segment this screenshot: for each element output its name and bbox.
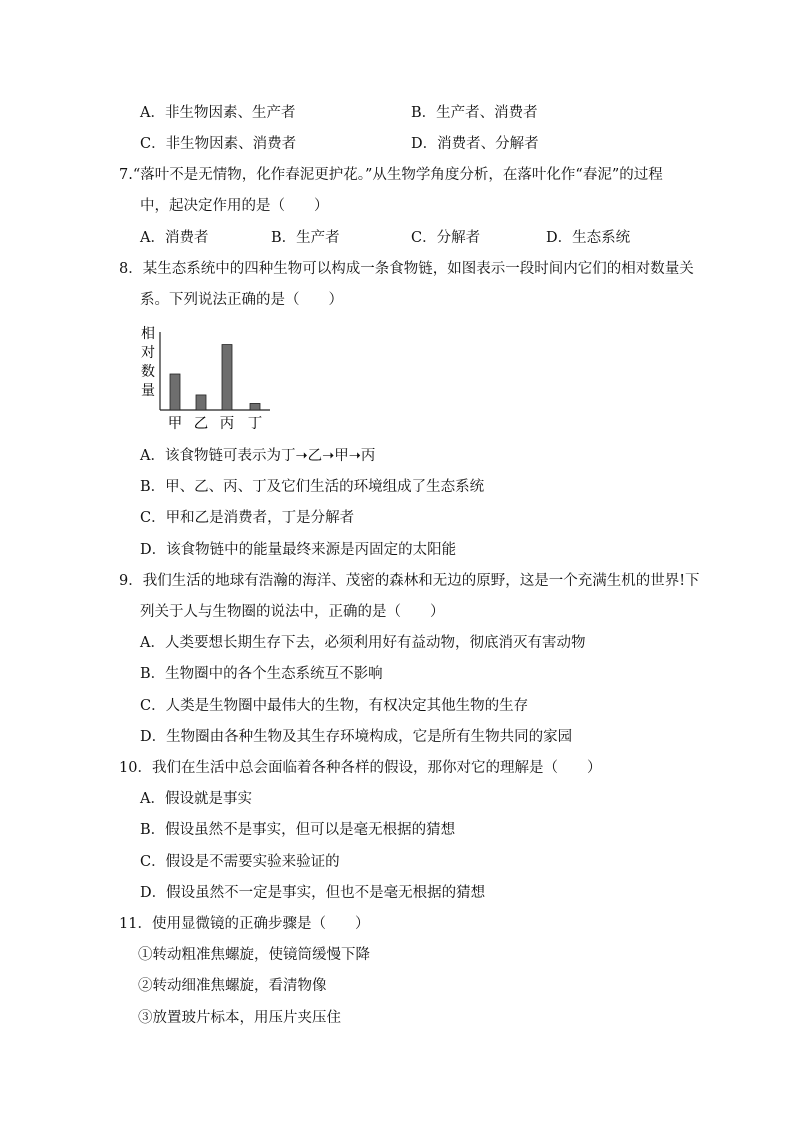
bar-丙 [222, 345, 232, 410]
bar-乙 [196, 395, 206, 410]
q8-stem-line1: 8．某生态系统中的四种生物可以构成一条食物链，如图表示一段时间内它们的相对数量关 [119, 261, 694, 277]
x-tick-label: 甲 [167, 416, 183, 432]
y-label-char: 数 [141, 364, 155, 380]
q6-option-a: A．非生物因素、生产者 [140, 105, 296, 121]
q11-step-1: ①转动粗准焦螺旋，使镜筒缓慢下降 [138, 947, 370, 963]
y-label-char: 相 [141, 326, 155, 342]
chart-svg [140, 322, 280, 434]
x-tick-label: 丁 [247, 416, 263, 432]
q7-option-a: A．消费者 [140, 230, 209, 246]
q10-option-d: D．假设虽然不一定是事实，但也不是毫无根据的猜想 [140, 885, 486, 901]
q6-option-b: B．生产者、消费者 [411, 105, 538, 121]
q7-stem-line1: 7.“落叶不是无情物，化作春泥更护花。”从生物学角度分析，在落叶化作“春泥”的过程 [119, 167, 663, 183]
q8-option-d: D．该食物链中的能量最终来源是丙固定的太阳能 [140, 542, 457, 558]
x-tick-label: 乙 [193, 416, 209, 432]
q7-option-c: C．分解者 [411, 230, 481, 246]
y-axis-label [141, 325, 155, 399]
y-label-char: 量 [141, 383, 155, 399]
q7-option-b: B．生产者 [271, 230, 340, 246]
q9-option-a: A．人类要想长期生存下去，必须利用好有益动物，彻底消灭有害动物 [140, 635, 586, 651]
q8-option-b: B．甲、乙、丙、丁及它们生活的环境组成了生态系统 [140, 479, 485, 495]
q8-option-a: A．该食物链可表示为丁➝乙➝甲➝丙 [140, 448, 376, 464]
q8-stem-line2: 系。下列说法正确的是（ ） [140, 292, 343, 308]
bar-甲 [170, 374, 180, 410]
q9-option-c: C．人类是生物圈中最伟大的生物，有权决定其他生物的生存 [140, 698, 529, 714]
q7-option-d: D．生态系统 [546, 230, 631, 246]
q11-step-3: ③放置玻片标本，用压片夹压住 [138, 1010, 341, 1026]
q6-option-c: C．非生物因素、消费者 [140, 136, 297, 152]
q8-option-c: C．甲和乙是消费者，丁是分解者 [140, 510, 355, 526]
q9-option-b: B．生物圈中的各个生态系统互不影响 [140, 666, 383, 682]
q7-stem-line2: 中，起决定作用的是（ ） [140, 198, 329, 214]
y-label-char: 对 [141, 345, 155, 361]
bars-group [170, 345, 260, 410]
q9-stem-line1: 9．我们生活的地球有浩瀚的海洋、茂密的森林和无边的原野，这是一个充满生机的世界!下 [119, 573, 700, 589]
q9-option-d: D．生物圈由各种生物及其生存环境构成，它是所有生物共同的家园 [140, 729, 573, 745]
q6-option-d: D．消费者、分解者 [411, 136, 539, 152]
q10-stem: 10．我们在生活中总会面临着各种各样的假设，那你对它的理解是（ ） [119, 760, 602, 776]
q11-stem: 11．使用显微镜的正确步骤是（ ） [119, 916, 370, 932]
q10-option-b: B．假设虽然不是事实，但可以是毫无根据的猜想 [140, 822, 456, 838]
x-tick-label: 丙 [219, 416, 235, 432]
q9-stem-line2: 列关于人与生物圈的说法中，正确的是（ ） [140, 604, 445, 620]
q11-step-2: ②转动细准焦螺旋，看清物像 [138, 978, 327, 994]
q10-option-a: A．假设就是事实 [140, 791, 252, 807]
relative-quantity-bar-chart [140, 322, 280, 434]
x-tick-labels-group [168, 415, 263, 432]
bar-丁 [250, 403, 260, 410]
q10-option-c: C．假设是不需要实验来验证的 [140, 854, 340, 870]
